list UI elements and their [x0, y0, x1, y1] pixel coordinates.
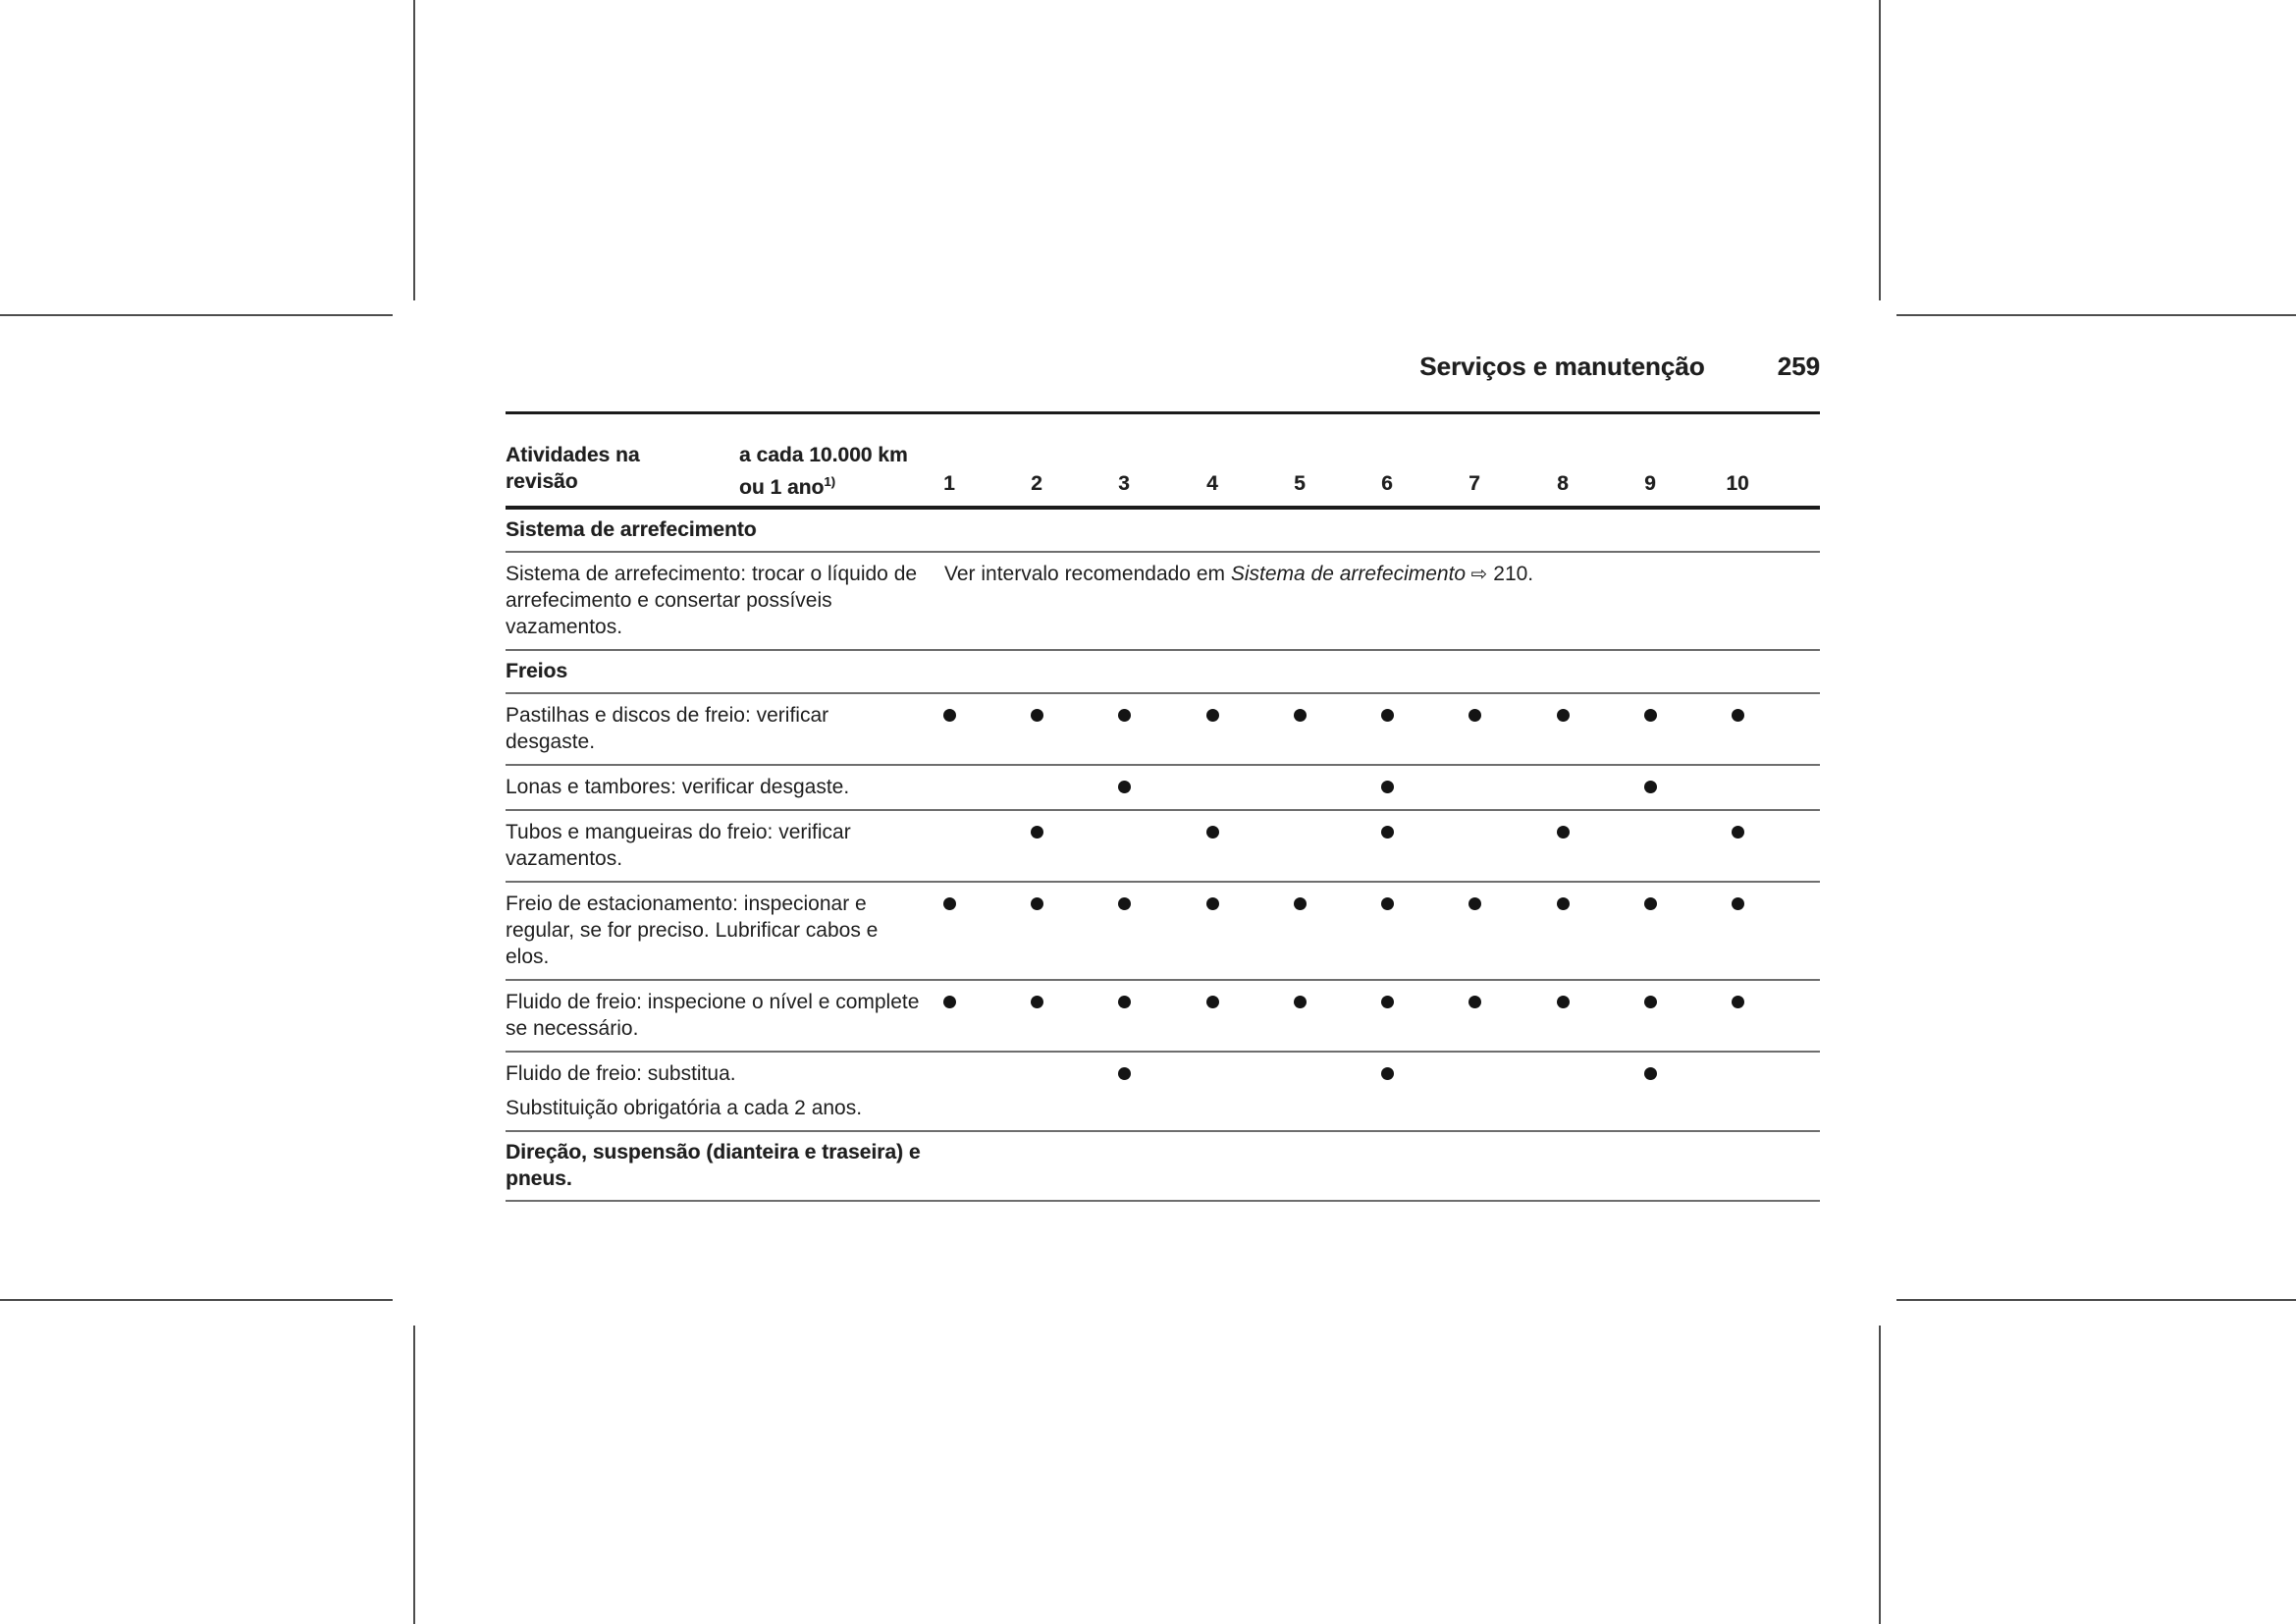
table-row — [506, 883, 1820, 981]
page-title: Serviços e manutenção — [1419, 352, 1705, 381]
period-column-10: 10 — [1726, 472, 1749, 495]
schedule-dot-period-6 — [1381, 996, 1394, 1008]
page-reference-arrow-icon: ⇨ — [1466, 564, 1488, 585]
row-description: Fluido de freio: substitua. — [506, 1062, 736, 1085]
schedule-dot-period-3 — [1118, 709, 1131, 722]
schedule-dot-period-10 — [1732, 996, 1744, 1008]
table-row — [506, 811, 1820, 883]
table-row — [506, 981, 1820, 1053]
period-column-3: 3 — [1118, 472, 1130, 495]
period-column-1: 1 — [943, 472, 955, 495]
schedule-dot-period-6 — [1381, 1067, 1394, 1080]
schedule-dot-period-9 — [1644, 781, 1657, 793]
schedule-dot-period-5 — [1294, 996, 1307, 1008]
schedule-dot-period-1 — [943, 709, 956, 722]
row-description: Fluido de freio: inspecione o nível e complete se necessário. — [506, 991, 920, 1040]
schedule-dot-period-3 — [1118, 1067, 1131, 1080]
period-column-6: 6 — [1381, 472, 1393, 495]
schedule-dot-period-5 — [1294, 709, 1307, 722]
row-description: Tubos e mangueiras do freio: verificar vazamentos. — [506, 821, 851, 870]
schedule-dot-period-6 — [1381, 897, 1394, 910]
column-header-activities: Atividades na revisão — [506, 444, 640, 493]
schedule-dot-period-10 — [1732, 709, 1744, 722]
schedule-dot-period-4 — [1206, 996, 1219, 1008]
crop-mark-bottom-right-vertical — [1879, 1326, 1881, 1624]
schedule-dot-period-4 — [1206, 709, 1219, 722]
schedule-dot-period-9 — [1644, 709, 1657, 722]
schedule-dot-period-3 — [1118, 897, 1131, 910]
page-content — [506, 352, 1820, 1202]
row-description: Pastilhas e discos de freio: verificar desgaste. — [506, 704, 829, 753]
period-column-2: 2 — [1031, 472, 1042, 495]
schedule-dot-period-9 — [1644, 897, 1657, 910]
schedule-dot-period-8 — [1557, 897, 1570, 910]
crop-mark-bottom-right-horizontal — [1896, 1299, 2296, 1301]
schedule-dot-period-10 — [1732, 826, 1744, 839]
schedule-dot-period-7 — [1468, 897, 1481, 910]
schedule-dot-period-4 — [1206, 897, 1219, 910]
schedule-dot-period-8 — [1557, 826, 1570, 839]
period-column-4: 4 — [1206, 472, 1218, 495]
table-rows — [506, 510, 1820, 1202]
schedule-dot-period-4 — [1206, 826, 1219, 839]
table-column-header — [506, 414, 1820, 510]
page-header — [506, 352, 1820, 383]
row-description: Freio de estacionamento: inspecionar e regular, se for preciso. Lubrificar cabos e elos. — [506, 893, 879, 968]
footnote-text: Substituição obrigatória a cada 2 anos. — [506, 1097, 863, 1119]
schedule-dot-period-6 — [1381, 709, 1394, 722]
period-column-5: 5 — [1294, 472, 1306, 495]
footnote-marker: 1) — [824, 474, 835, 489]
period-column-7: 7 — [1468, 472, 1480, 495]
period-column-8: 8 — [1557, 472, 1569, 495]
schedule-dot-period-9 — [1644, 1067, 1657, 1080]
schedule-dot-period-5 — [1294, 897, 1307, 910]
schedule-dot-period-10 — [1732, 897, 1744, 910]
note-text: Ver intervalo recomendado em Sistema de arrefecimento ⇨ 210. — [944, 563, 1534, 585]
row-description: Sistema de arrefecimento: trocar o líquido de arrefecimento e consertar possíveis vazamentos. — [506, 563, 918, 638]
crop-mark-top-left-vertical — [413, 0, 415, 300]
crop-mark-top-left-horizontal — [0, 314, 393, 316]
section-row — [506, 510, 1820, 553]
schedule-dot-period-6 — [1381, 781, 1394, 793]
table-row — [506, 1053, 1820, 1132]
section-row — [506, 1132, 1820, 1202]
schedule-dot-period-2 — [1031, 897, 1043, 910]
crop-mark-bottom-left-vertical — [413, 1326, 415, 1624]
schedule-dot-period-2 — [1031, 996, 1043, 1008]
schedule-dot-period-2 — [1031, 709, 1043, 722]
column-header-interval: a cada 10.000 km ou 1 ano$^{1)}$ — [739, 444, 908, 499]
section-title: Sistema de arrefecimento — [506, 518, 757, 541]
crop-mark-bottom-left-horizontal — [0, 1299, 393, 1301]
table-row — [506, 694, 1820, 766]
crop-mark-top-right-horizontal — [1896, 314, 2296, 316]
period-column-9: 9 — [1644, 472, 1656, 495]
schedule-dot-period-7 — [1468, 996, 1481, 1008]
section-title: Direção, suspensão (dianteira e traseira) e pneus. — [506, 1141, 921, 1190]
schedule-dot-period-2 — [1031, 826, 1043, 839]
schedule-dot-period-7 — [1468, 709, 1481, 722]
section-row — [506, 651, 1820, 694]
table-row — [506, 553, 1820, 651]
schedule-dot-period-1 — [943, 996, 956, 1008]
schedule-dot-period-8 — [1557, 709, 1570, 722]
schedule-dot-period-1 — [943, 897, 956, 910]
table-row — [506, 766, 1820, 811]
schedule-dot-period-6 — [1381, 826, 1394, 839]
schedule-dot-period-9 — [1644, 996, 1657, 1008]
schedule-dot-period-8 — [1557, 996, 1570, 1008]
crop-mark-top-right-vertical — [1879, 0, 1881, 300]
schedule-dot-period-3 — [1118, 996, 1131, 1008]
section-title: Freios — [506, 660, 568, 682]
page-number: 259 — [1777, 352, 1820, 381]
row-description: Lonas e tambores: verificar desgaste. — [506, 776, 850, 798]
schedule-dot-period-3 — [1118, 781, 1131, 793]
